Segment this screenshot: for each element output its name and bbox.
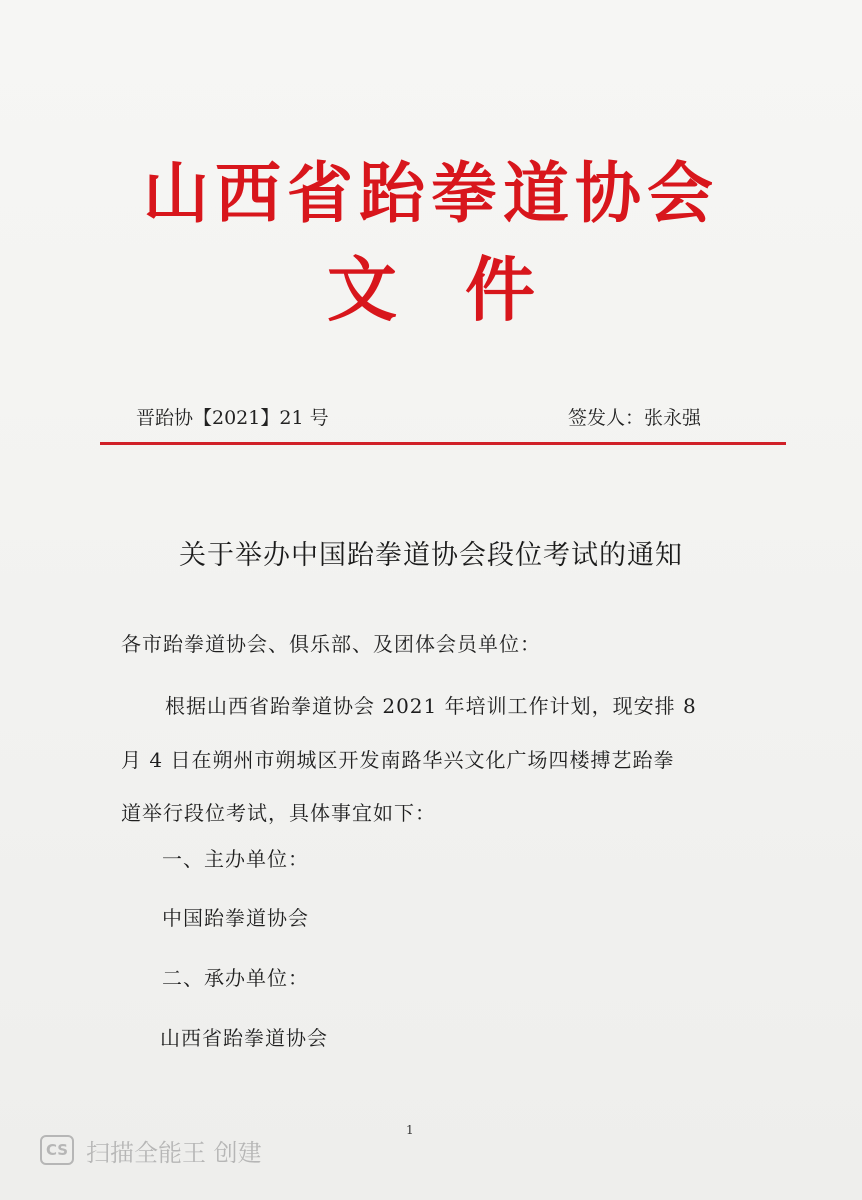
red-divider-line	[100, 442, 786, 445]
document-number: 晋跆协【2021】21 号	[136, 407, 329, 429]
watermark-text: 扫描全能王 创建	[86, 1138, 262, 1167]
section-content-host: 山西省跆拳道协会	[160, 1026, 328, 1050]
page-number: 1	[406, 1123, 414, 1137]
issuing-organization-header: 山西省跆拳道协会	[143, 154, 719, 232]
section-heading-host: 二、承办单位：	[162, 966, 309, 990]
document-label-header: 文件	[327, 248, 603, 331]
notice-title: 关于举办中国跆拳道协会段位考试的通知	[179, 540, 683, 571]
signer-line: 签发人：张永强	[568, 407, 702, 429]
camscanner-logo-text: CS	[45, 1141, 69, 1159]
body-paragraph-line: 月 4 日在朔州市朔城区开发南路华兴文化广场四楼搏艺跆拳	[121, 748, 675, 772]
scanner-watermark	[40, 1130, 262, 1170]
section-content-organizer: 中国跆拳道协会	[162, 906, 309, 930]
camscanner-logo-icon	[40, 1135, 74, 1165]
section-heading-organizer: 一、主办单位：	[162, 847, 309, 871]
body-paragraph-line: 根据山西省跆拳道协会 2021 年培训工作计划，现安排 8	[165, 694, 697, 718]
salutation: 各市跆拳道协会、俱乐部、及团体会员单位：	[121, 632, 541, 656]
body-paragraph-line: 道举行段位考试，具体事宜如下：	[121, 801, 436, 825]
